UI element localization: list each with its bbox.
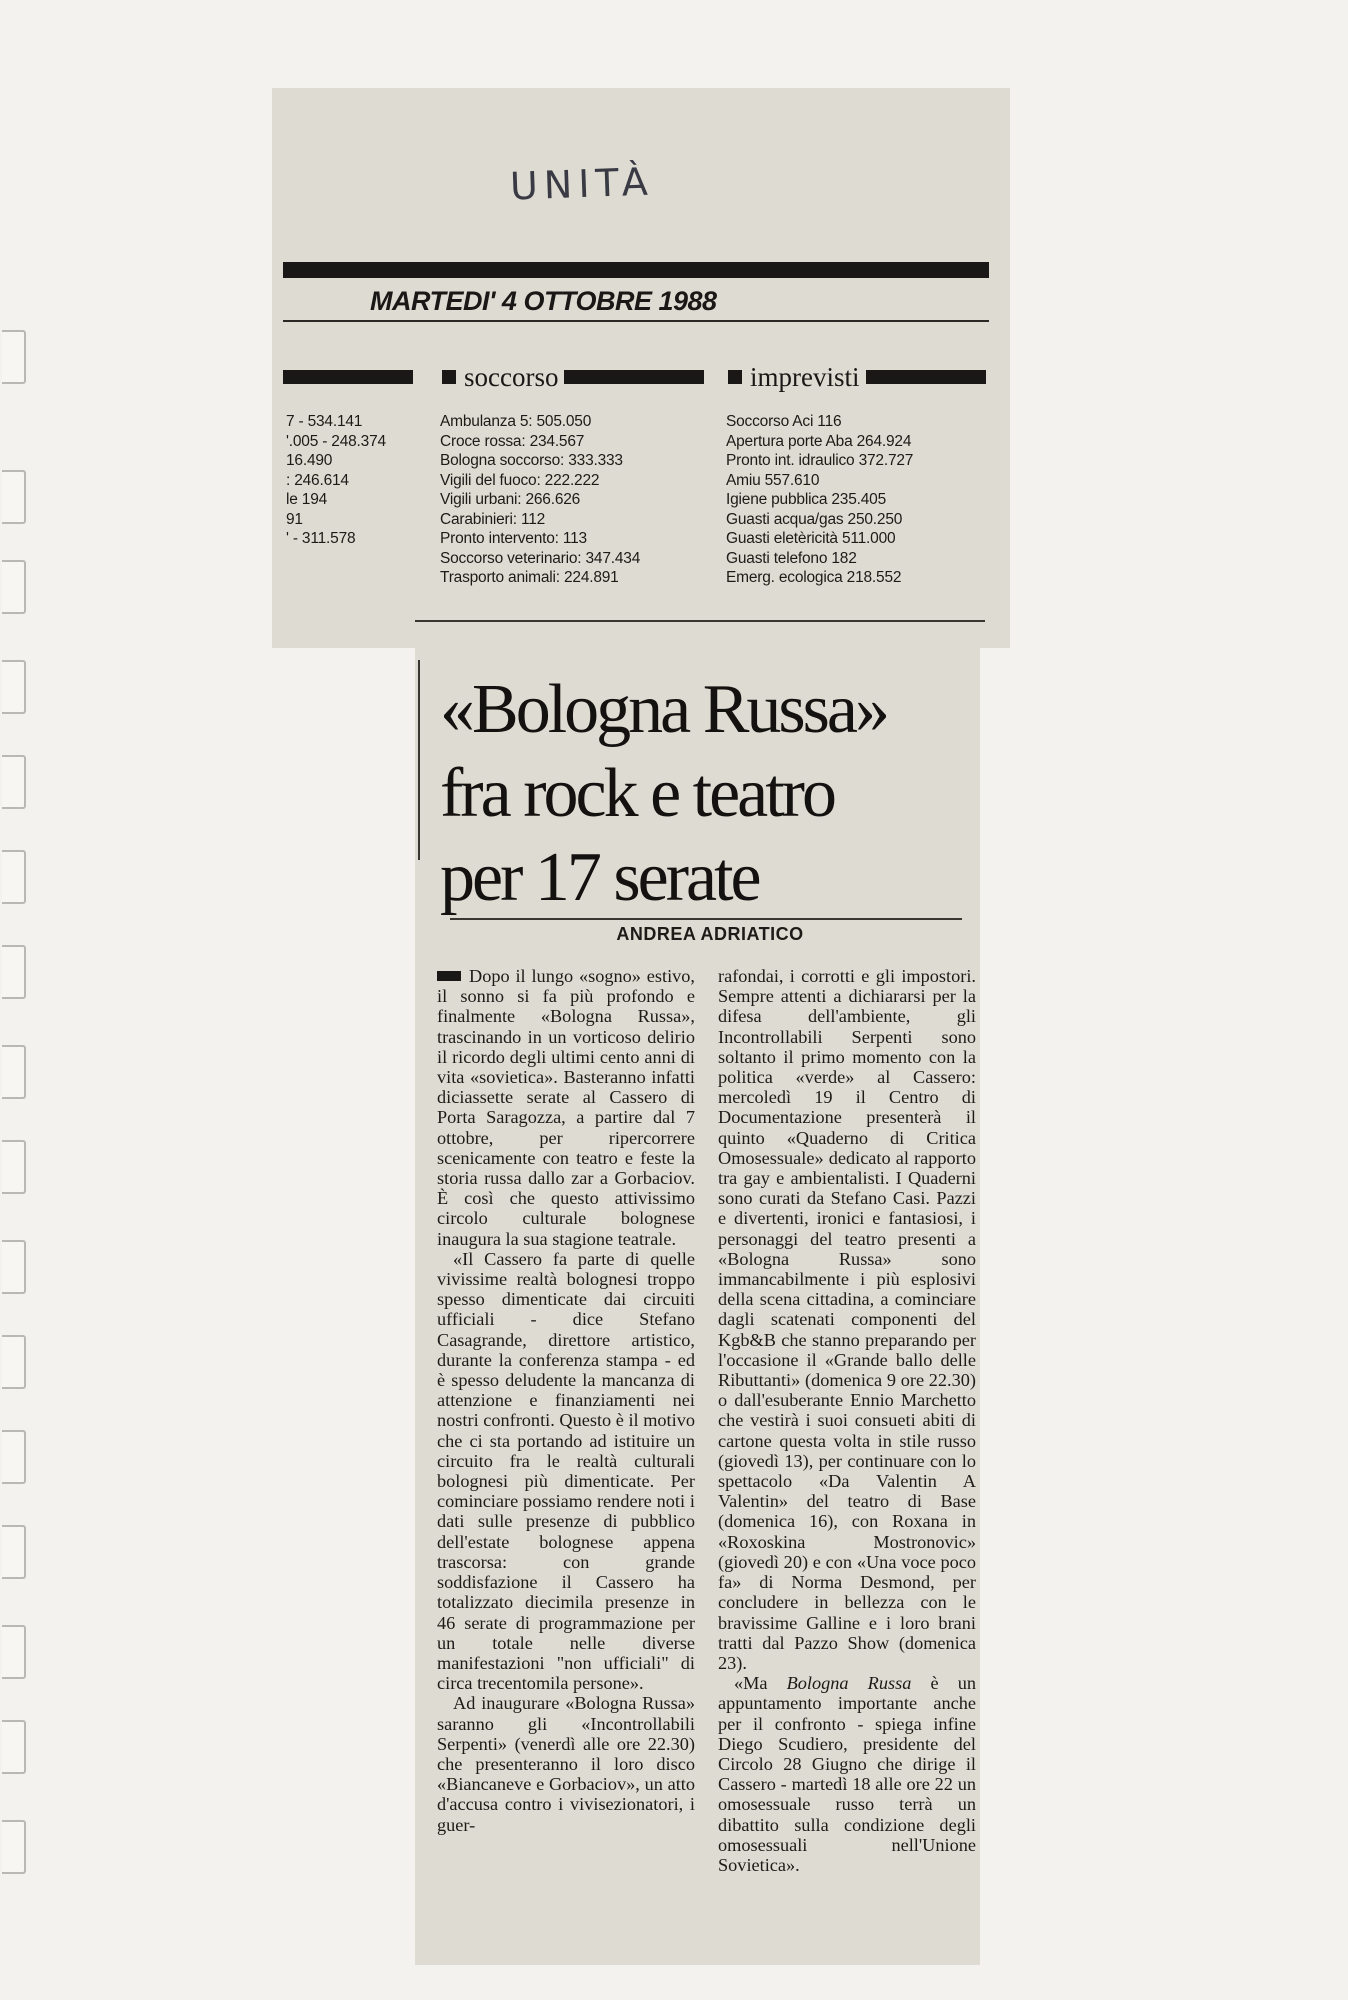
list-item: Bologna soccorso: 333.333 bbox=[440, 452, 623, 469]
binder-hole bbox=[2, 560, 26, 614]
page-date: MARTEDI' 4 OTTOBRE 1988 bbox=[370, 286, 717, 316]
binder-hole bbox=[2, 1430, 26, 1484]
article-byline: ANDREA ADRIATICO bbox=[616, 924, 804, 944]
section-bar bbox=[866, 370, 986, 384]
left-fragment-list bbox=[286, 412, 386, 549]
list-item: Guasti telefono 182 bbox=[726, 549, 857, 567]
list-item: : 246.614 bbox=[286, 471, 349, 489]
binder-hole bbox=[2, 1335, 26, 1389]
article-paragraph: rafondai, i corrotti e gli impostori. Sempre attenti a dichiararsi per la difesa dell'ambiente, gli Incontrollabili Serpenti sono soltanto il primo momento con la politica «verde» al Cassero: mercoledì 19 il Centro di Documentazione presenterà il quinto «Quaderno di Critica Omosessuale» dedicato al rapporto tra gay e ambientalisti. I Quaderni sono curati da Stefano Casi. Pazzi e divertenti, ironici e fantasiosi, i personaggi del teatro presenti a «Bologna Russa» sono immancabilmente i più esplosivi della scena cittadina, a cominciare dagli scatenati componenti del Kgb&B che stanno preparando per l'occasione il «Grande ballo delle Ributtanti» (domenica 9 ore 22.30) o dall'esuberante Ennio Marchetto che vestirà i suoi consueti abiti di cartone questa volta in stile russo (giovedì 13), per continuare con lo spettacolo «Da Valentin A Valentin» del teatro di Base (domenica 16), con Roxana in «Roxoskina Mostronovic» (giovedì 20) e con «Una voce poco fa» di Norma Desmond, per concludere in bellezza con le bravissime Galline e i loro brani tratti dal Pazzo Show (domenica 23). bbox=[718, 966, 976, 1673]
headline-line: «Bologna Russa» bbox=[440, 671, 887, 748]
list-item: Ambulanza 5: 505.050 bbox=[440, 413, 592, 430]
paragraph-text: «Ma bbox=[734, 1673, 787, 1694]
article-paragraph: Dopo il lungo «sogno» estivo, il sonno si fa più profondo e finalmente «Bologna Russa», trascinando in un vorticoso delirio il ricordo degli ultimi cento anni di vita «sovietica». Basteranno infatti diciassette serate al Cassero di Porta Saragozza, a partire dal 7 ottobre, per ripercorrere scenicamente con teatro e feste la storia russa dallo zar a Gorbaciov. È così che questo attivissimo circolo culturale bolognese inaugura la sua stagione teatrale. bbox=[437, 966, 695, 1249]
binder-hole bbox=[2, 945, 26, 999]
list-item: Emerg. ecologica 218.552 bbox=[726, 569, 902, 586]
list-item: Soccorso Aci 116 bbox=[726, 413, 842, 430]
binder-hole bbox=[2, 755, 26, 809]
paragraph-text: è un appuntamento importante anche per il confronto - spiega infine Diego Scudiero, presidente del Circolo 28 Giugno che dirige il Cassero - martedì 18 alle ore 22 un omosessuale russo terrà un dibattito sulla condizione degli omosessuali nell'Unione Sovietica». bbox=[718, 1673, 976, 1875]
article-column-1 bbox=[437, 966, 695, 1835]
list-item: 16.490 bbox=[286, 452, 333, 469]
section-divider bbox=[415, 620, 985, 622]
left-section-header bbox=[283, 364, 413, 390]
list-item: Vigili urbani: 266.626 bbox=[440, 491, 581, 508]
list-item: Pronto int. idraulico 372.727 bbox=[726, 452, 914, 469]
list-item: 7 - 534.141 bbox=[286, 413, 363, 430]
headline-side-rule bbox=[418, 660, 420, 860]
list-item: Carabinieri: 112 bbox=[440, 510, 546, 528]
imprevisti-list bbox=[726, 412, 913, 588]
byline-rule bbox=[450, 918, 962, 920]
list-item: le 194 bbox=[286, 491, 328, 508]
list-item: Amiu 557.610 bbox=[726, 471, 820, 489]
list-item: Guasti acqua/gas 250.250 bbox=[726, 510, 903, 528]
binder-hole bbox=[2, 1525, 26, 1579]
binder-hole bbox=[2, 1720, 26, 1774]
binder-hole bbox=[2, 660, 26, 714]
header-bar bbox=[283, 262, 989, 278]
article-headline bbox=[440, 668, 980, 920]
binder-hole bbox=[2, 330, 26, 384]
binder-hole bbox=[2, 1140, 26, 1194]
square-bullet-icon bbox=[728, 370, 742, 384]
list-item: Apertura porte Aba 264.924 bbox=[726, 432, 912, 450]
square-bullet-icon bbox=[442, 370, 456, 384]
soccorso-title: soccorso bbox=[464, 362, 559, 392]
italic-title: Bologna Russa bbox=[786, 1673, 912, 1694]
list-item: 91 bbox=[286, 510, 303, 528]
imprevisti-title: imprevisti bbox=[750, 362, 860, 392]
article-column-2 bbox=[718, 966, 976, 1875]
headline-line: per 17 serate bbox=[440, 839, 759, 916]
binder-holes bbox=[0, 0, 40, 2000]
list-item: Guasti eletèricità 511.000 bbox=[726, 530, 896, 547]
binder-hole bbox=[2, 1240, 26, 1294]
list-item: Croce rossa: 234.567 bbox=[440, 432, 585, 450]
header-rule bbox=[283, 320, 989, 322]
article-paragraph: Ad inaugurare «Bologna Russa» saranno gli «Incontrollabili Serpenti» (venerdì alle ore 22.30) che presenteranno il loro disco «Biancaneve e Gorbaciov», un atto d'accusa contro i vivisezionatori, i guer- bbox=[437, 1693, 695, 1835]
headline-line: fra rock e teatro bbox=[440, 755, 834, 832]
list-item: '.005 - 248.374 bbox=[286, 432, 386, 450]
section-bar bbox=[283, 370, 413, 384]
list-item: ' - 311.578 bbox=[286, 530, 356, 547]
article-paragraph: «Il Cassero fa parte di quelle vivissime realtà bolognesi troppo spesso dimenticate dai circuiti ufficiali - dice Stefano Casagrande, direttore artistico, durante la conferenza stampa - ed è spesso deludente la mancanza di attenzione e finanziamenti nei nostri confronti. Questo è il motivo che ci sta portando ad istituire un circuito fra le realtà culturali bolognesi più dimenticate. Per cominciare possiamo rendere noti i dati sulle presenze di pubblico dell'estate bolognese appena trascorsa: con grande soddisfazione il Cassero ha totalizzato diecimila presenze in 46 serate di programmazione per un totale nelle diverse manifestazioni "non ufficiali" di circa trecentomila persone». bbox=[437, 1248, 695, 1694]
section-bar bbox=[564, 370, 704, 384]
list-item: Soccorso veterinario: 347.434 bbox=[440, 549, 641, 567]
binder-hole bbox=[2, 850, 26, 904]
list-item: Igiene pubblica 235.405 bbox=[726, 491, 887, 508]
binder-hole bbox=[2, 1045, 26, 1099]
binder-hole bbox=[2, 1820, 26, 1874]
handwritten-source: UNITÀ bbox=[509, 159, 655, 209]
list-item: Vigili del fuoco: 222.222 bbox=[440, 471, 600, 489]
list-item: Pronto intervento: 113 bbox=[440, 530, 587, 547]
soccorso-header bbox=[442, 364, 704, 390]
article-paragraph bbox=[718, 1673, 976, 1875]
imprevisti-header bbox=[728, 364, 986, 390]
binder-hole bbox=[2, 470, 26, 524]
binder-hole bbox=[2, 1625, 26, 1679]
soccorso-list bbox=[440, 412, 640, 588]
list-item: Trasporto animali: 224.891 bbox=[440, 569, 619, 586]
